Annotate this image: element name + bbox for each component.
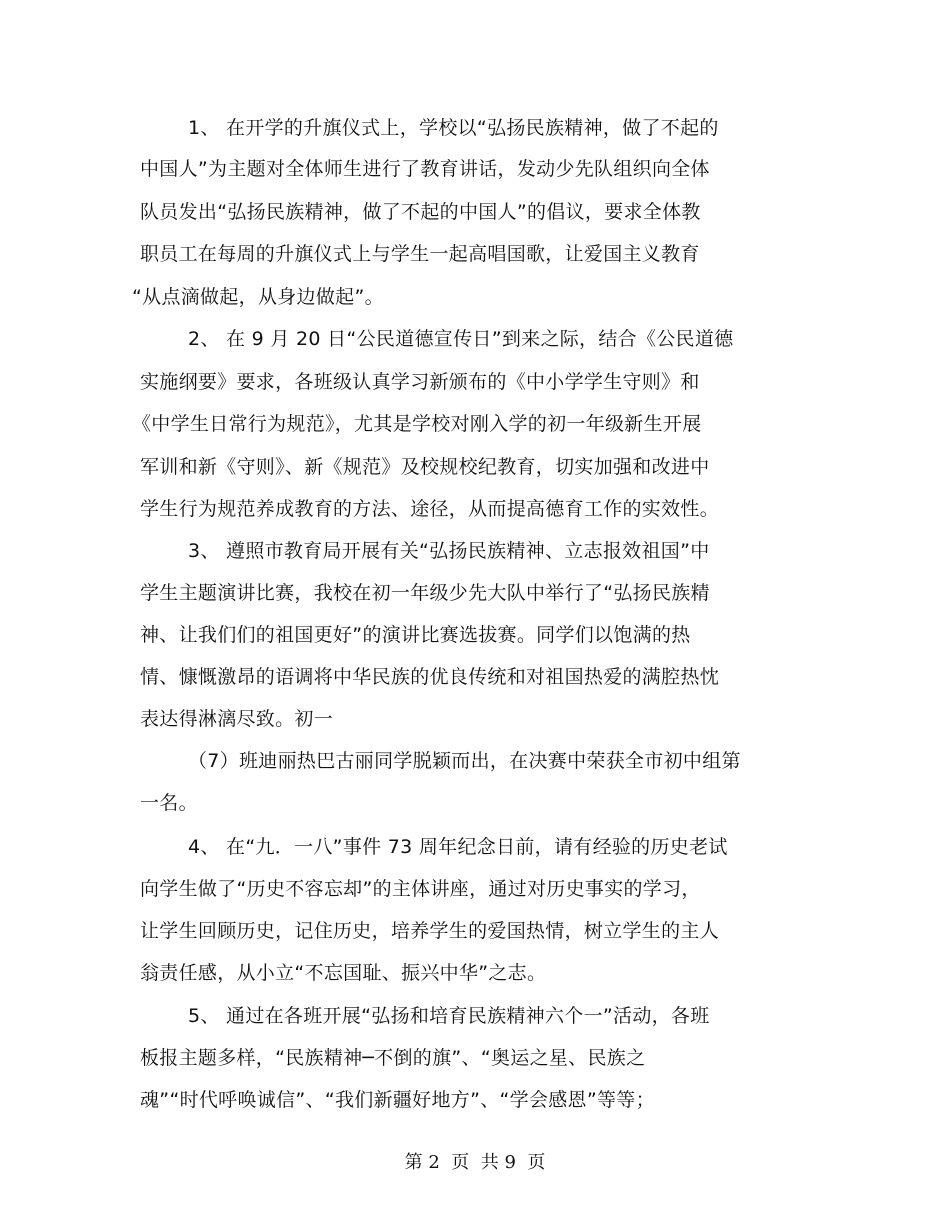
text-line: 中国人”为主题对全体师生进行了教育讲话，发动少先队组织向全体 — [140, 158, 710, 180]
text-line: 学生行为规范养成教育的方法、途径，从而提高德育工作的实效性。 — [140, 498, 720, 520]
text-line: 职员工在每周的升旗仪式上与学生一起高唱国歌，让爱国主义教育 — [140, 243, 700, 265]
text-line: 表达得淋漓尽致。初一 — [140, 708, 334, 730]
text-line: 一名。 — [140, 792, 198, 814]
text-line: 军训和新《守则》、新《规范》及校规校纪教育，切实加强和改进中 — [140, 456, 710, 478]
text-line: 魂”“时代呼唤诚信”、“我们新疆好地方”、“学会感恩”等等； — [140, 1089, 655, 1111]
text-line: “从点滴做起，从身边做起”。 — [132, 286, 384, 308]
text-line: 板报主题多样，“民族精神─不倒的旗”、“奥运之星、民族之 — [140, 1047, 646, 1069]
text-line: 队员发出“弘扬民族精神，做了不起的中国人”的倡议，要求全体教 — [140, 201, 701, 223]
page-number-footer: 第 2 页 共 9 页 — [404, 1152, 546, 1173]
text-line: 3、 遵照市教育局开展有关“弘扬民族精神、立志报效祖国”中 — [188, 540, 710, 562]
text-line: （7）班迪丽热巴古丽同学脱颖而出，在决赛中荣获全市初中组第 — [188, 750, 741, 772]
text-line: 《中学生日常行为规范》，尤其是学校对刚入学的初一年级新生开展 — [132, 413, 702, 435]
text-line: 学生主题演讲比赛，我校在初一年级少先大队中举行了“弘扬民族精 — [140, 582, 710, 604]
text-line: 让学生回顾历史，记住历史，培养学生的爱国热情，树立学生的主人 — [140, 920, 720, 942]
text-line: 1、 在开学的升旗仪式上，学校以“弘扬民族精神，做了不起的 — [188, 117, 719, 139]
text-line: 4、 在“九．一八”事件 73 周年纪念日前，请有经验的历史老试 — [188, 836, 728, 858]
text-line: 2、 在 9 月 20 日“公民道德宣传日”到来之际，结合《公民道德 — [188, 328, 734, 350]
text-line: 情、慷慨激昂的语调将中华民族的优良传统和对祖国热爱的满腔热忱 — [140, 666, 720, 688]
text-line: 实施纲要》要求，各班级认真学习新颁布的《中小学学生守则》和 — [140, 371, 700, 393]
text-line: 向学生做了“历史不容忘却”的主体讲座，通过对历史事实的学习， — [140, 878, 701, 900]
text-line: 翁责任感，从小立“不忘国耻、振兴中华”之志。 — [140, 962, 547, 984]
text-line: 5、 通过在各班开展“弘扬和培育民族精神六个一”活动，各班 — [188, 1005, 710, 1027]
text-line: 神、让我们们的祖国更好”的演讲比赛选拔赛。同学们以饱满的热 — [140, 624, 691, 646]
